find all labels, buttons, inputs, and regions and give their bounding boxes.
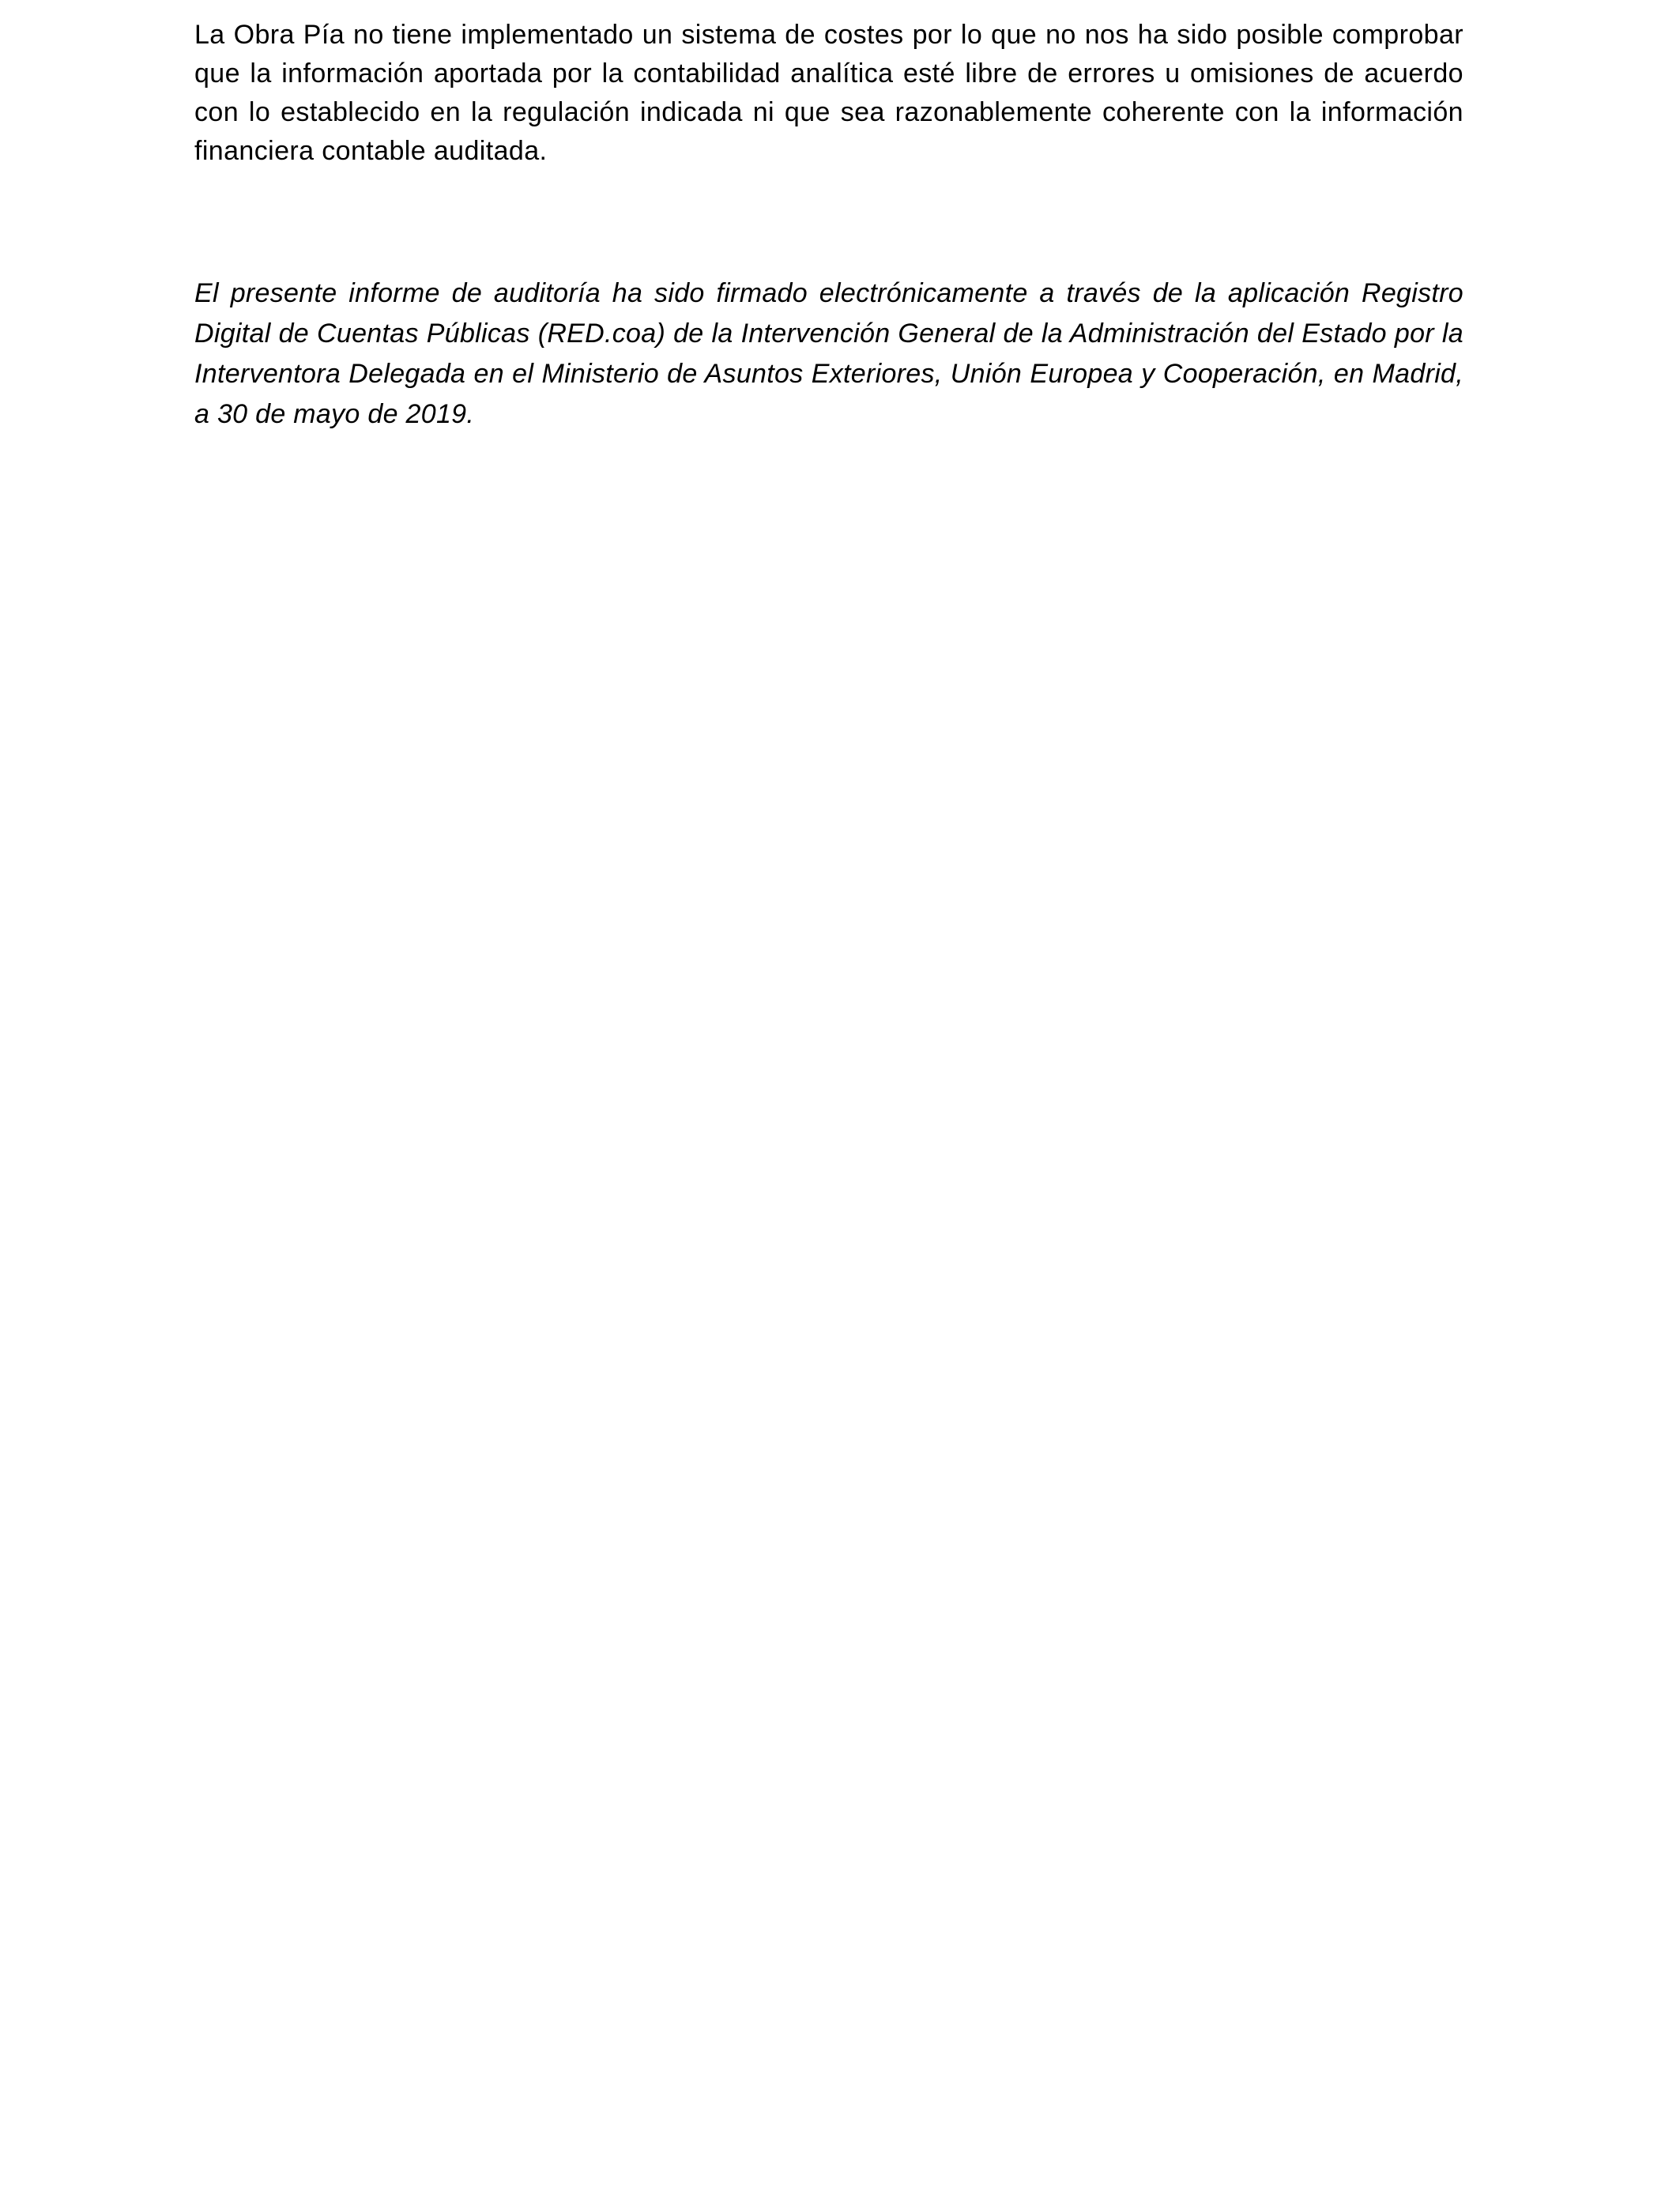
electronic-signature-paragraph: El presente informe de auditoría ha sido firmado electrónicamente a través de la aplicación Registro Digital de Cuentas Públicas (RED.coa) de la Intervención General de la Administración del Estado por la Interventora Delegada en el Ministerio de Asuntos Exteriores, Unión Europea y Cooperación, en Madrid, a 30 de mayo de 2019. [194, 278, 1463, 429]
document-body [194, 16, 1463, 435]
cost-system-paragraph: La Obra Pía no tiene implementado un sistema de costes por lo que no nos ha sido posible comprobar que la información aportada por la contabilidad analítica esté libre de errores u omisiones de acuerdo con lo establecido en la regulación indicada ni que sea razonablemente coherente con la información financiera contable auditada. [194, 20, 1463, 166]
